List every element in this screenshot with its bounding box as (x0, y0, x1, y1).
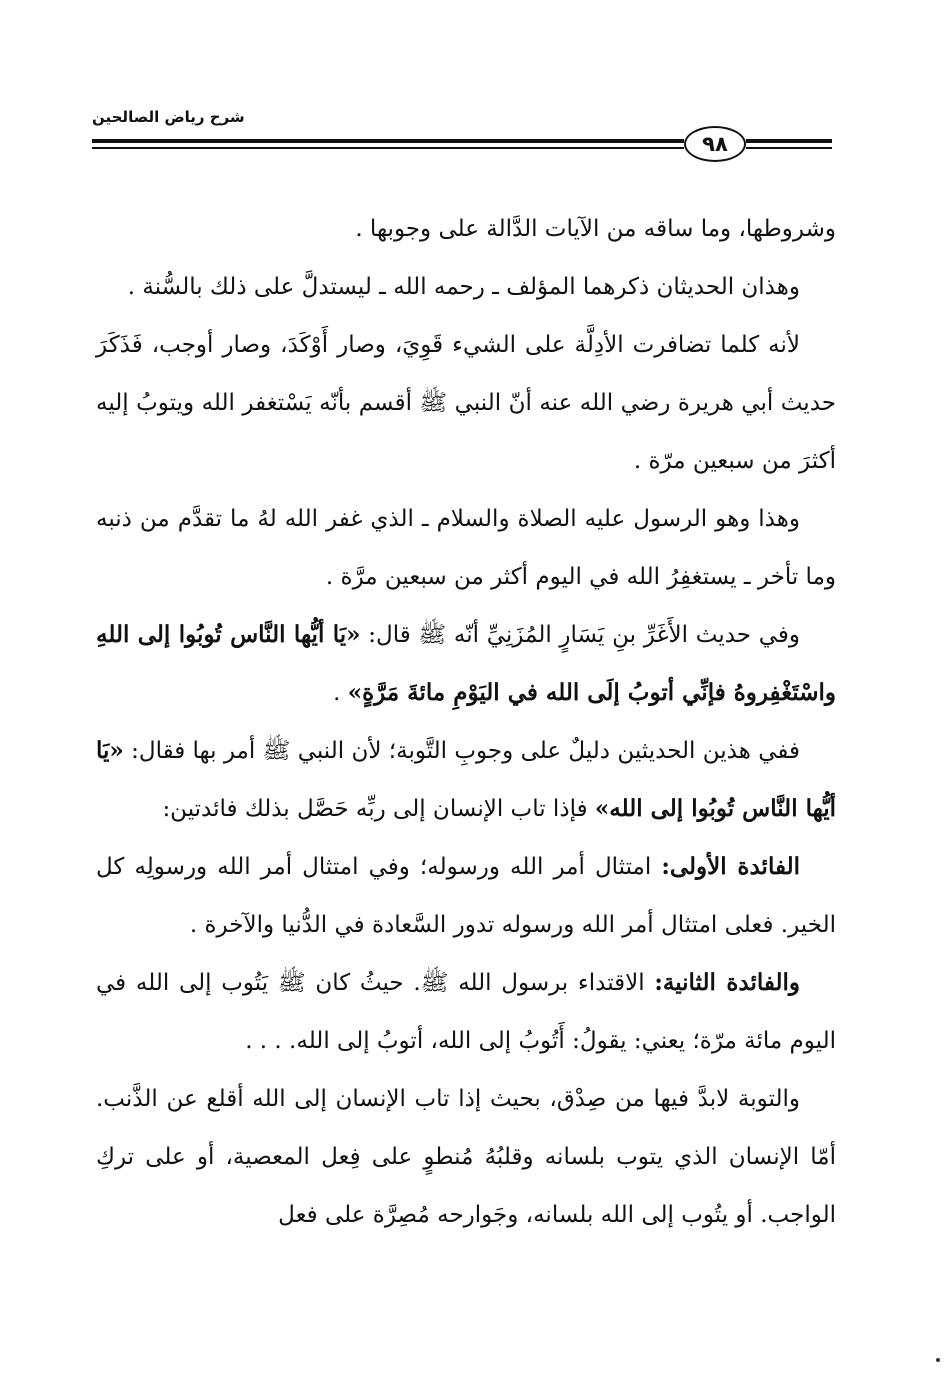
paragraph (96, 1070, 836, 1244)
scan-speck (936, 1358, 940, 1362)
paragraph-text: والتوبة لابدَّ فيها من صِدْق، بحيث إذا تاب الإنسان إلى الله أقلع عن الذَّنب. أمّا الإنسان الذي يتوب بلسانه وقلبُهُ مُنطوٍ على فِعل المعصية، أو على تركِ الواجب. أو يتُوب إلى الله بلسانه، وجَوارحه مُصِرَّة على فعل (96, 1086, 836, 1228)
paragraph-text: ففي هذين الحديثين دليلٌ على وجوبِ التَّوبة؛ لأن النبي ﷺ أمر بها فقال: (123, 738, 800, 764)
page-number: ٩٨ (684, 126, 746, 162)
header-rule-thick-right (746, 139, 832, 143)
paragraph (96, 490, 836, 606)
header-rule-thin (92, 147, 684, 149)
paragraph-text: وفي حديث الأَغَرِّ بنِ يَسَارٍ المُزَنِيِّ أنّه ﷺ قال: (360, 622, 801, 648)
header-rule-thin-right (746, 147, 832, 149)
body-text (96, 200, 836, 1244)
paragraph (96, 200, 836, 258)
paragraph (96, 316, 836, 490)
paragraph-text: وهذان الحديثان ذكرهما المؤلف ـ رحمه الله ـ ليستدلَّ على ذلك بالسُّنة . (127, 274, 800, 300)
paragraph-text: لأنه كلما تضافرت الأدِلَّة على الشيء قَوِيَ، وصار أَوْكَدَ، وصار أوجب، فَذَكَرَ حديث أبي هريرة رضي الله عنه أنّ النبي ﷺ أقسم بأنّه يَسْتغفر الله ويتوبُ إليه أكثرَ من سبعين مرّة . (96, 332, 836, 474)
benefit-label: والفائدة الثانية: (654, 969, 800, 996)
running-title: شرح رياض الصالحين (92, 108, 245, 126)
paragraph (96, 954, 836, 1070)
paragraph-text: الاقتداء برسول الله ﷺ. حيثُ كان ﷺ يَتُوب إلى الله في اليوم مائة مرّة؛ يعني: يقولُ: أَتُوبُ إلى الله، أتوبُ إلى الله. . . . (96, 970, 836, 1054)
paragraph-text: وهذا وهو الرسول عليه الصلاة والسلام ـ الذي غفر الله لهُ ما تقدَّم من ذنبه وما تأخر ـ يستغفِرُ الله في اليوم أكثر من سبعين مرَّة . (96, 506, 836, 590)
paragraph (96, 606, 836, 722)
hadith-quote: «يَا أيُّها النَّاس تُوبُوا إلى الله» (96, 737, 836, 822)
paragraph-text: . (333, 680, 348, 706)
hadith-quote: «يَا أيُّها النَّاس تُوبُوا إلى اللهِ واسْتَغْفِروهُ فإنِّي أتوبُ إلَى الله في اليَوْمِ مائةَ مَرَّةٍ» (96, 621, 836, 706)
paragraph (96, 258, 836, 316)
header-rule-thick (92, 139, 684, 143)
paragraph (96, 838, 836, 954)
paragraph-text: وشروطها، وما ساقه من الآيات الدَّالة على وجوبها . (355, 216, 836, 242)
paragraph-text: فإذا تاب الإنسان إلى ربِّه حَصَّل بذلك فائدتين: (162, 796, 595, 822)
paragraph (96, 722, 836, 838)
benefit-label: الفائدة الأولى: (661, 853, 800, 880)
page-header (92, 102, 832, 162)
paragraph-text: امتثال أمر الله ورسوله؛ وفي امتثال أمر الله ورسولِه كل الخير. فعلى امتثال أمر الله ورسوله تدور السَّعادة في الدُّنيا والآخرة . (96, 854, 836, 938)
